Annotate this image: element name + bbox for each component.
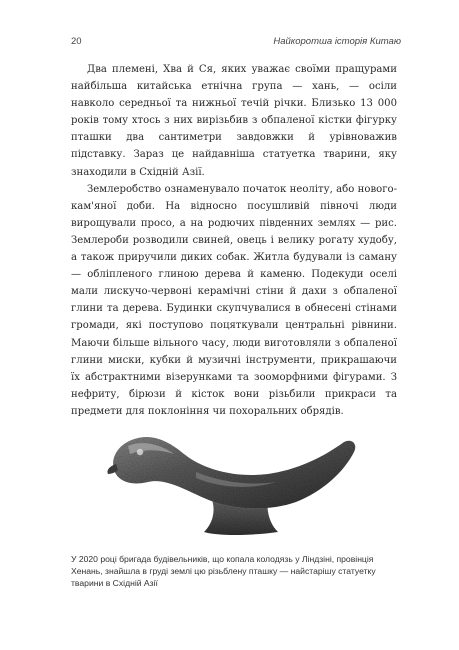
page-header [71, 36, 401, 50]
main-text [71, 61, 397, 420]
figure-caption: У 2020 році бригада будівельників, що копала колодязь у Ліндзіні, провінція Хенань, знайшла в груді землі цю різьблену пташку — найстарішу статуетку тварини в Східній Азії [71, 554, 376, 589]
running-title: Найкоротша історія Китаю [273, 36, 401, 47]
page-number: 20 [71, 36, 82, 47]
paragraph-1: Два племені, Хва й Ся, яких уважає своїми пращурами найбільша китайська етнічна група — хань, — осіли навколо середньої та нижньої течій річки. Близько 13 000 років тому хтось з них вирізьбив з обпаленої кістки фігурку пташки два сантиметри завдовжки й урівноважив підставку. Зараз це найдавніша статуетка тварини, яку знаходили в Східній Азії. [71, 64, 397, 178]
bird-figurine-photo [100, 412, 362, 542]
bird-figurine-icon [100, 412, 362, 542]
paragraph-2: Землеробство ознаменувало початок неоліту, або новогокам'яної доби. На відносно посушливій півночі люди вирощували просо, а на родючих південних землях — рис. Землероби розводили свиней, овець і велику рогату худобу, а також приручили диких собак. Житла будували із саману — обліпленого глиною дерева й каменю. Подекуди оселі мали лискучо-червоні керамічні стіни й дахи з обпаленої глини та дерева. Будинки скупчувалися в обнесені стінами громади, які поступово поцяткували центральні рівнини. Маючи більше вільного часу, люди виготовляли з обпаленої глини миски, кубки й музичні інструменти, прикрашаючи їх абстрактними візерунками та зооморфними фігурами. З нефриту, бірюзи й кісток вони різьбили прикраси та предмети для поклоніння чи похоральних обрядів. [71, 183, 397, 417]
